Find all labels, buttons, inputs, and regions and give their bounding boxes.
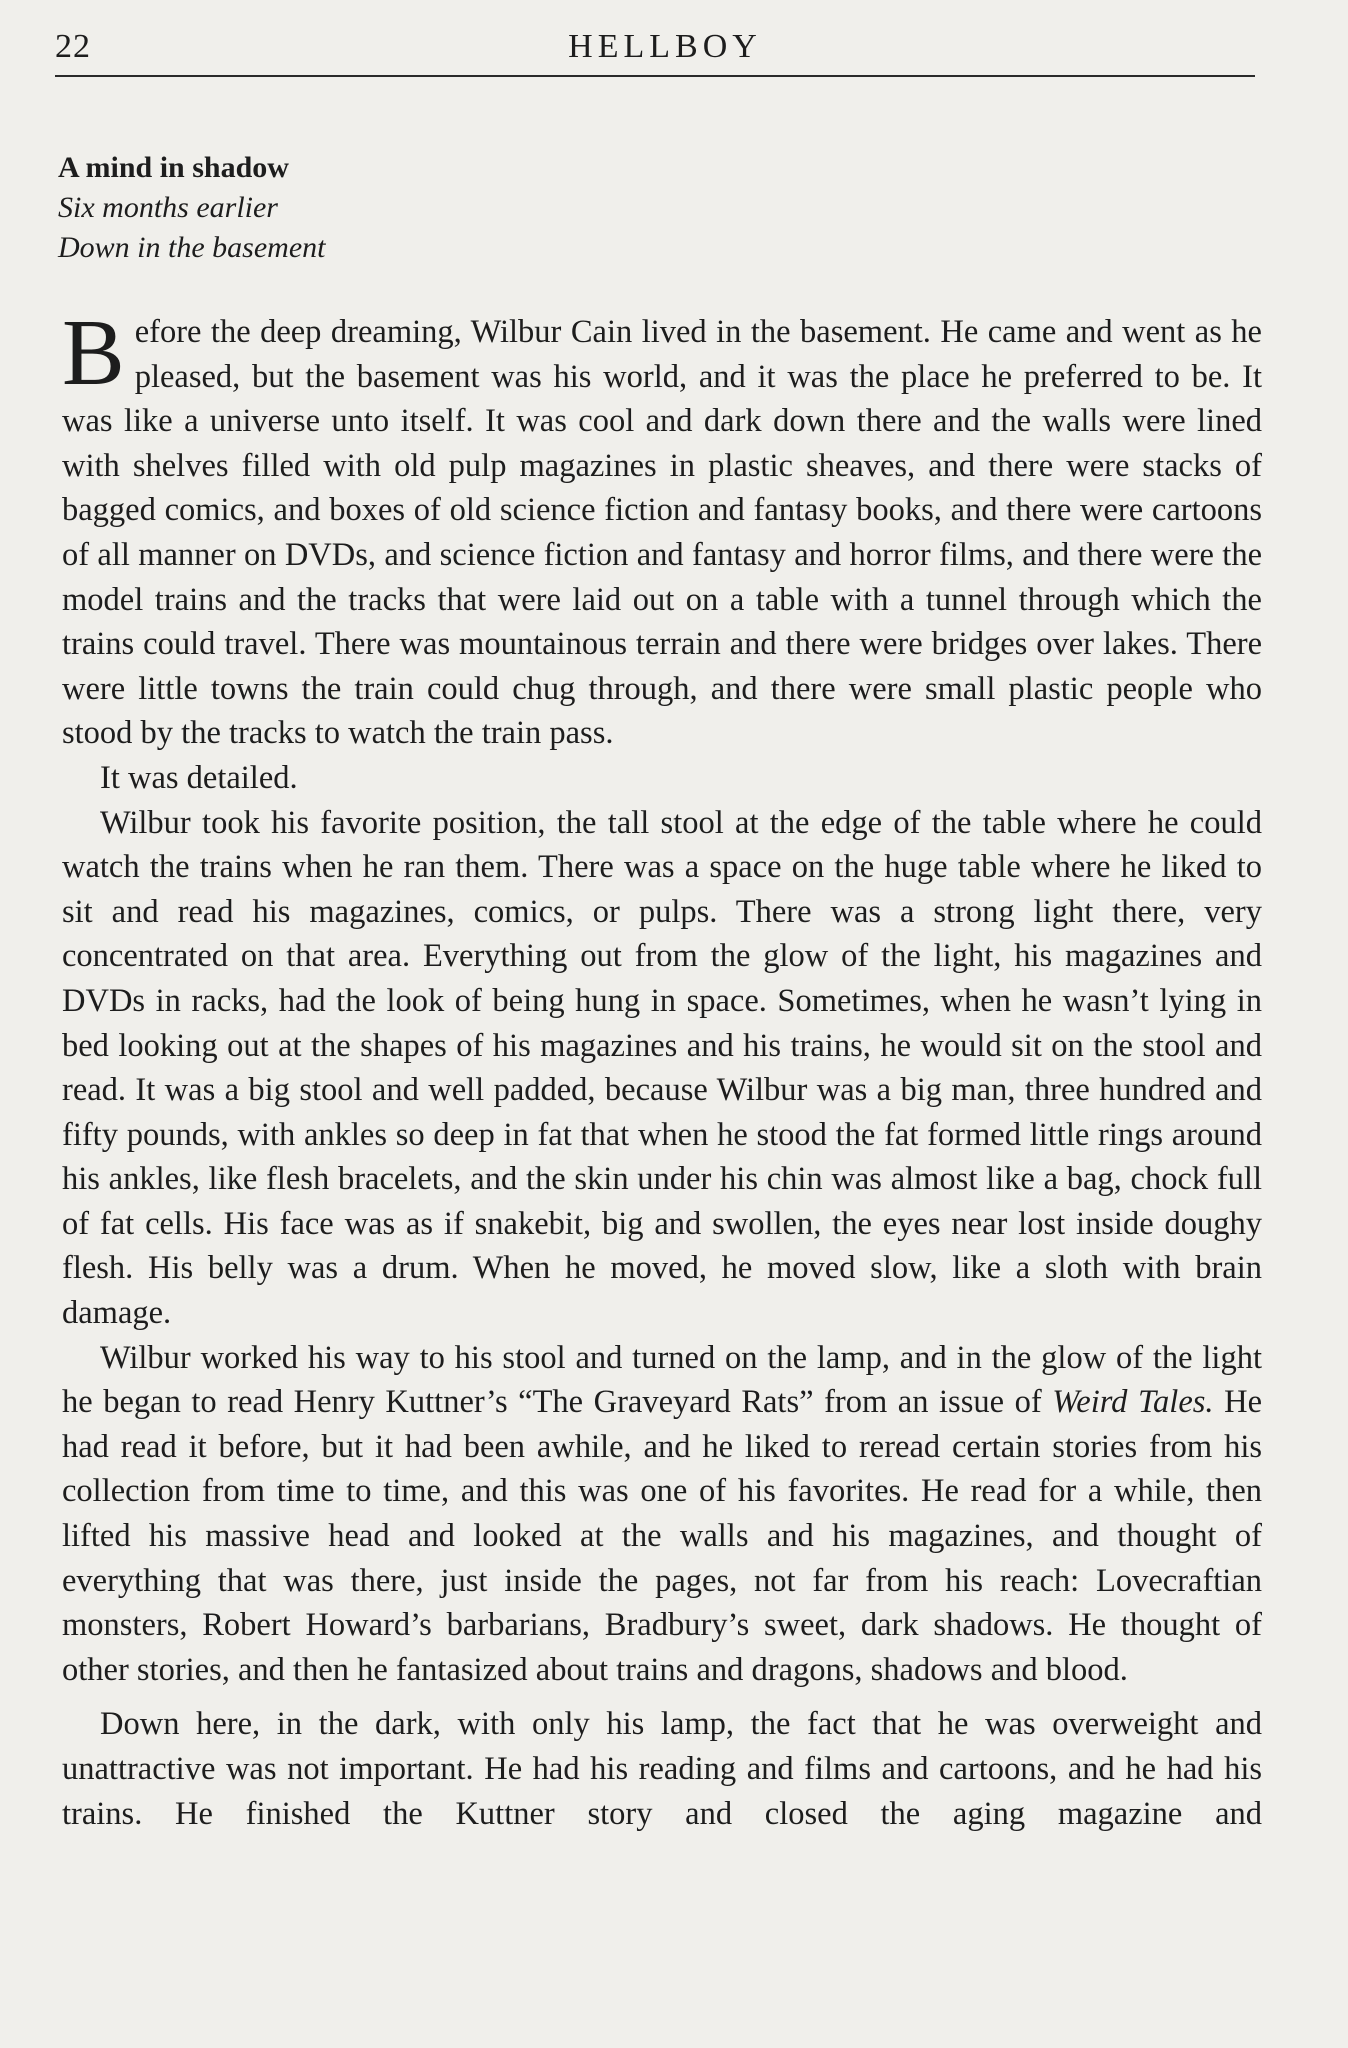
paragraph-2: It was detailed.: [100, 759, 298, 796]
paragraph-4: [62, 1336, 1262, 1693]
paragraph-1-text: efore the deep dreaming, Wilbur Cain lived in the basement. He came and went as he pleased, but the basement was his world, and it was the place he preferred to be. It was like a universe unto itself. It was cool and dark down there and the walls were lined with shelves filled with old pulp magazines in plastic sheaves, and there were stacks of bagged comics, and boxes of old science fiction and fantasy books, and there were cartoons of all manner on DVDs, and science fiction and fantasy and horror films, and there were the model trains and the tracks that were laid out on a table with a tunnel through which the trains could travel. There was mountainous terrain and there were bridges over lakes. There were little towns the train could chug through, and there were small plastic people who stood by the tracks to watch the train pass.: [62, 314, 1262, 752]
paragraph-1: [62, 301, 1262, 756]
magazine-title: Weird Tales.: [1052, 1384, 1214, 1421]
page-number: 22: [55, 28, 91, 65]
paragraph-3: Wilbur took his favorite position, the tall stool at the edge of the table where he could watch the trains when he ran them. There was a space on the huge table where he liked to sit and read his magazines, comics, or pulps. There was a strong light there, very concentrated on that area. Everything out from the glow of the light, his magazines and DVDs in racks, had the look of being hung in space. Sometimes, when he wasn’t lying in bed looking out at the shapes of his magazines and his trains, he would sit on the stool and read. It was a big stool and well padded, because Wilbur was a big man, three hundred and fifty pounds, with ankles so deep in fat that when he stood the fat formed little rings around his ankles, like flesh bracelets, and the skin under his chin was almost like a bag, chock full of fat cells. His face was as if snakebit, big and swollen, the eyes near lost inside doughy flesh. His belly was a drum. When he moved, he moved slow, like a sloth with brain damage.: [62, 804, 1262, 1332]
running-head: [55, 22, 1255, 72]
section-title: A mind in shadow: [58, 151, 289, 184]
section-heading: [58, 148, 658, 268]
body-text: [62, 301, 1262, 1836]
paragraph-4-text-a: Wilbur worked his way to his stool and turned on the lamp, and in the glow of the light he began to read Henry Kuttner’s “The Graveyard Rats” from an issue of: [62, 1339, 1262, 1421]
book-title: HELLBOY: [568, 28, 762, 65]
drop-cap: B: [62, 301, 125, 405]
paragraph-4-text-b: He had read it before, but it had been awhile, and he liked to reread certain stories from his collection from time to time, and this was one of his favorites. He read for a while, then lifted his massive head and looked at the walls and his magazines, and thought of everything that was there, just inside the pages, not far from his reach: Lovecraftian monsters, Robert Howard’s barbarians, Bradbury’s sweet, dark shadows. He thought of other stories, and then he fantasized about trains and dragons, shadows and blood.: [62, 1384, 1262, 1688]
section-subtitle-time: Six months earlier: [58, 191, 278, 224]
header-rule: [55, 75, 1255, 77]
paragraph-5: Down here, in the dark, with only his lamp, the fact that he was overweight and unattractive was not important. He had his reading and films and cartoons, and he had his trains. He finished the Kuttner story and closed the aging magazine and: [62, 1706, 1262, 1832]
section-subtitle-place: Down in the basement: [58, 231, 326, 264]
